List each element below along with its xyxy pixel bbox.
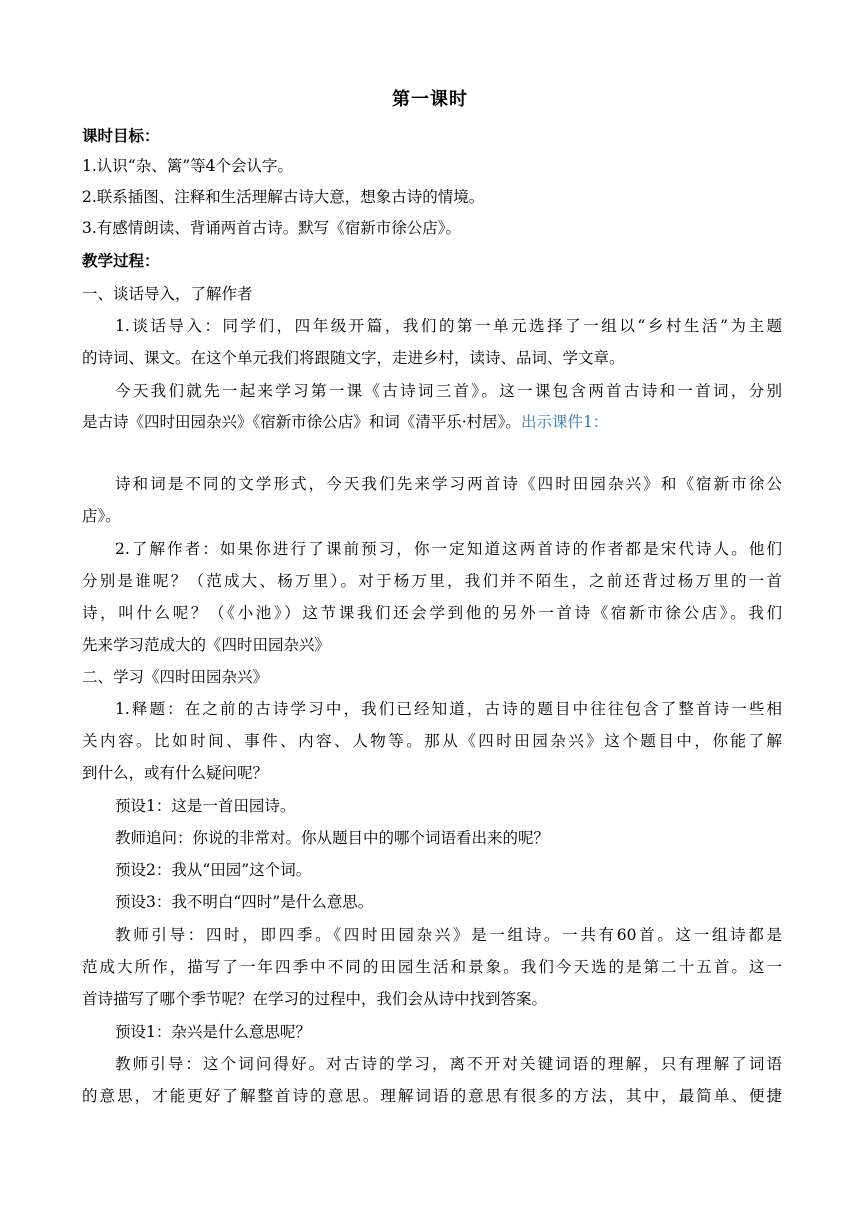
objective-item: 2.联系插图、注释和生活理解古诗大意，想象古诗的情境。 (82, 188, 485, 206)
paragraph-line: 教师引导：这个词问得好。对古诗的学习，离不开对关键词语的理解，只有理解了词语 (115, 1055, 782, 1073)
paragraph-line: 分别是谁呢？（范成大、杨万里）。对于杨万里，我们并不陌生，之前还背过杨万里的一首 (82, 572, 782, 590)
paragraph-line: 诗和词是不同的文学形式，今天我们先来学习两首诗《四时田园杂兴》和《宿新市徐公 (115, 475, 782, 493)
paragraph-line: 预设1：杂兴是什么意思呢？ (115, 1023, 311, 1041)
paragraph-line: 教师追问：你说的非常对。你从题目中的哪个词语看出来的呢？ (115, 829, 550, 847)
courseware-link[interactable]: 出示课件1： (520, 413, 609, 431)
paragraph-line: 2.了解作者：如果你进行了课前预习，你一定知道这两首诗的作者都是宋代诗人。他们 (115, 540, 782, 558)
paragraph-line: 店》。 (82, 507, 121, 525)
paragraph-line: 的诗词、课文。在这个单元我们将跟随文字，走进乡村，读诗、品词、学文章。 (82, 349, 625, 367)
paragraph-line: 1.谈话导入：同学们，四年级开篇，我们的第一单元选择了一组以“乡村生活”为主题 (115, 317, 782, 335)
objectives-heading: 课时目标： (82, 127, 160, 145)
section-heading: 二、学习《四时田园杂兴》 (82, 668, 269, 686)
paragraph-line: 预设3：我不明白“四时”是什么意思。 (115, 893, 374, 911)
paragraph-line: 到什么，或有什么疑问呢？ (82, 764, 269, 782)
paragraph-line: 1.释题：在之前的古诗学习中，我们已经知道，古诗的题目中往往包含了整首诗一些相 (115, 700, 782, 718)
page-title: 第一课时 (392, 89, 468, 110)
section-heading: 一、谈话导入，了解作者 (82, 285, 253, 303)
objective-item: 3.有感情朗读、背诵两首古诗。默写《宿新市徐公店》。 (82, 219, 462, 237)
paragraph-line: 今天我们就先一起来学习第一课《古诗词三首》。这一课包含两首古诗和一首词，分别 (115, 382, 782, 400)
paragraph-line: 教师引导：四时，即四季。《四时田园杂兴》是一组诗。一共有60首。这一组诗都是 (115, 926, 782, 944)
paragraph-line: 的意思，才能更好了解整首诗的意思。理解词语的意思有很多的方法，其中，最简单、便捷 (82, 1087, 782, 1105)
paragraph-line: 首诗描写了哪个季节呢？在学习的过程中，我们会从诗中找到答案。 (82, 990, 548, 1008)
paragraph-line: 诗，叫什么呢？（《小池》）这节课我们还会学到他的另外一首诗《宿新市徐公店》。我们 (82, 604, 782, 622)
objective-item: 1.认识“杂、篱”等4个会认字。 (82, 157, 293, 175)
paragraph-line: 预设1：这是一首田园诗。 (115, 797, 296, 815)
paragraph-line: 关内容。比如时间、事件、内容、人物等。那从《四时田园杂兴》这个题目中，你能了解 (82, 732, 782, 750)
paragraph-text: 是古诗《四时田园杂兴》《宿新市徐公店》和词《清平乐·村居》。 (82, 413, 521, 431)
paragraph-line: 范成大所作，描写了一年四季中不同的田园生活和景象。我们今天选的是第二十五首。这一 (82, 958, 782, 976)
process-heading: 教学过程： (82, 252, 160, 270)
paragraph-line (82, 410, 782, 434)
paragraph-line: 先来学习范成大的《四时田园杂兴》 (82, 636, 331, 654)
paragraph-line: 预设2：我从“田园”这个词。 (115, 861, 312, 879)
